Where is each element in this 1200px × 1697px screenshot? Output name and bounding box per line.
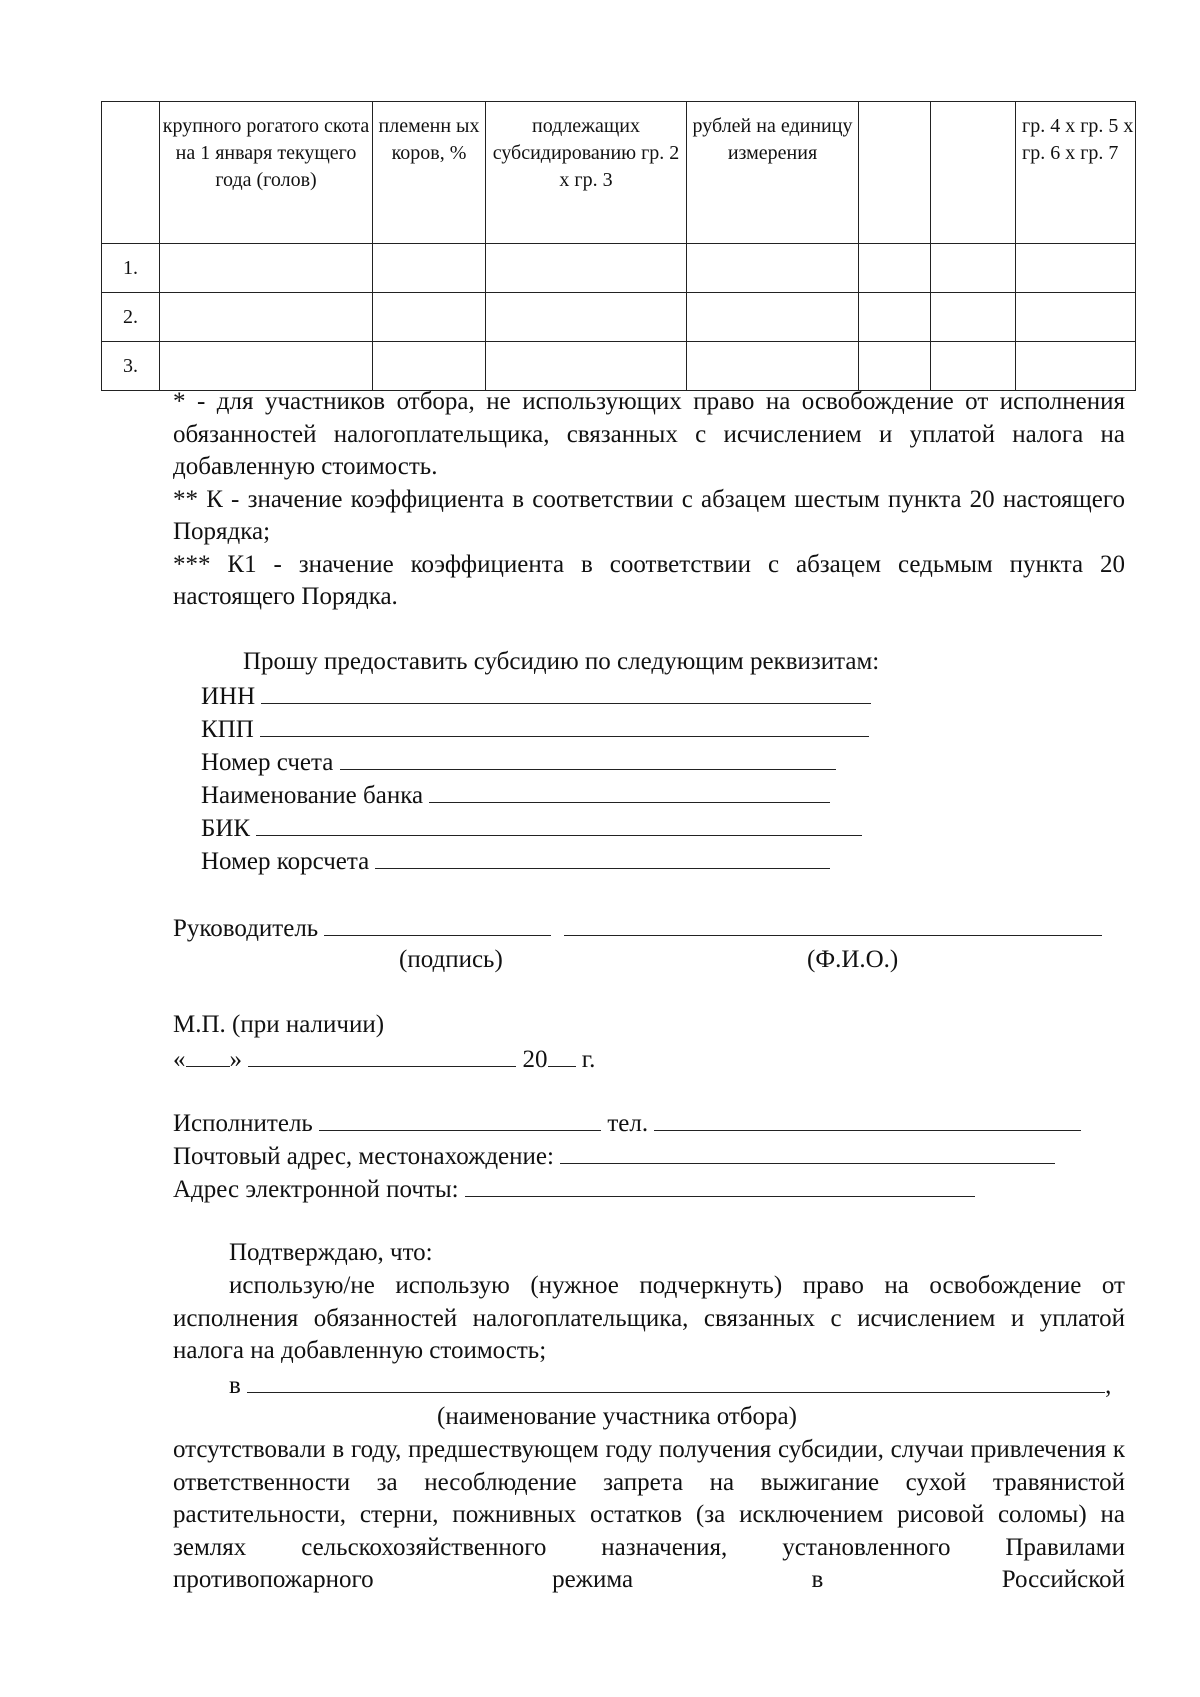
field-inn xyxy=(201,679,871,714)
head-label: Руководитель xyxy=(173,915,319,942)
field-label: КПП xyxy=(201,716,254,743)
header-cell xyxy=(859,102,931,244)
table-cell xyxy=(373,244,486,293)
email-line xyxy=(173,1172,975,1207)
header-cell xyxy=(931,102,1016,244)
table-cell xyxy=(931,342,1016,391)
head-signature-line xyxy=(173,911,1102,946)
subsidy-table xyxy=(101,101,1136,391)
month-input-line[interactable] xyxy=(248,1042,516,1067)
footnote-k1: *** К1 - значение коэффициента в соответствии с абзацем седьмым пункта 20 настоящего Порядка. xyxy=(173,550,1125,610)
table-cell xyxy=(859,244,931,293)
phone-input-line[interactable] xyxy=(654,1106,1081,1131)
table-cell xyxy=(160,342,373,391)
executor-label: Исполнитель xyxy=(173,1110,313,1137)
header-cell: подлежащих субсидированию гр. 2 х гр. 3 xyxy=(486,102,687,244)
year-prefix: 20 xyxy=(522,1046,548,1073)
stamp-label: М.П. (при наличии) xyxy=(173,1011,385,1038)
footnotes xyxy=(173,386,1125,614)
bik-input-line[interactable] xyxy=(256,811,862,836)
date-quote-close: » xyxy=(229,1046,242,1073)
year-suffix: г. xyxy=(581,1046,596,1073)
table-cell xyxy=(859,342,931,391)
field-bik xyxy=(201,811,862,846)
table-cell xyxy=(373,293,486,342)
executor-input-line[interactable] xyxy=(319,1106,601,1131)
header-cell xyxy=(102,102,160,244)
table-cell xyxy=(160,244,373,293)
account-input-line[interactable] xyxy=(340,745,836,770)
footnote-vat: * - для участников отбора, не использующих право на освобождение от исполнения обязанностей налогоплательщика, связанных с исчислением и уплатой налога на добавленную стоимость. xyxy=(173,388,1125,480)
field-label: Номер корсчета xyxy=(201,848,370,875)
email-label: Адрес электронной почты: xyxy=(173,1176,459,1203)
address-input-line[interactable] xyxy=(560,1139,1055,1164)
table-cell xyxy=(160,293,373,342)
inn-input-line[interactable] xyxy=(261,679,871,704)
table-cell xyxy=(931,244,1016,293)
table-cell xyxy=(486,342,687,391)
kpp-input-line[interactable] xyxy=(260,712,869,737)
participant-line xyxy=(229,1368,1111,1403)
executor-line xyxy=(173,1106,1081,1141)
day-input-line[interactable] xyxy=(186,1042,230,1067)
field-account xyxy=(201,745,836,780)
address-label: Почтовый адрес, местонахождение: xyxy=(173,1143,554,1170)
signature-input-line[interactable] xyxy=(324,911,551,936)
table-cell xyxy=(859,293,931,342)
corr-account-input-line[interactable] xyxy=(375,844,830,869)
field-kpp xyxy=(201,712,869,747)
phone-label: тел. xyxy=(607,1110,649,1137)
field-label: Наименование банка xyxy=(201,782,424,809)
participant-input-line[interactable] xyxy=(247,1368,1105,1393)
field-label: БИК xyxy=(201,815,251,842)
header-cell: племенн ых коров, % xyxy=(373,102,486,244)
field-label: Номер счета xyxy=(201,749,334,776)
confirm-fire-paragraph: отсутствовали в году, предшествующем году получения субсидии, случаи привлечения к ответственности за несоблюдение запрета на выжигание сухой травянистой растительности, стерни, пожнивных остатков (за исключением рисовой соломы) на землях сельскохозяйственного назначения, установленного Правилами противопожарного режима в Российской xyxy=(173,1436,1125,1593)
participant-caption: (наименование участника отбора) xyxy=(437,1403,797,1430)
year-input-line[interactable] xyxy=(548,1042,576,1067)
table-cell xyxy=(1016,342,1136,391)
bank-input-line[interactable] xyxy=(429,778,830,803)
table-cell xyxy=(1016,293,1136,342)
table-cell xyxy=(486,244,687,293)
request-intro: Прошу предоставить субсидию по следующим реквизитам: xyxy=(243,648,880,675)
row-number: 3. xyxy=(102,342,160,391)
table-cell xyxy=(373,342,486,391)
table-row xyxy=(102,342,1136,391)
table-cell xyxy=(687,293,859,342)
row-number: 1. xyxy=(102,244,160,293)
table-cell xyxy=(1016,244,1136,293)
table-row xyxy=(102,293,1136,342)
email-input-line[interactable] xyxy=(465,1172,975,1197)
table-cell xyxy=(687,244,859,293)
confirm-intro: Подтверждаю, что: xyxy=(229,1239,433,1266)
signature-caption: (подпись) xyxy=(399,946,503,973)
in-prefix: в xyxy=(229,1372,241,1399)
field-corr-account xyxy=(201,844,830,879)
table-cell xyxy=(486,293,687,342)
header-cell: гр. 4 х гр. 5 х гр. 6 х гр. 7 xyxy=(1016,102,1136,244)
footnote-k: ** К - значение коэффициента в соответствии с абзацем шестым пункта 20 настоящего Порядка; xyxy=(173,485,1125,545)
confirm-vat-paragraph: использую/не использую (нужное подчеркнуть) право на освобождение от исполнения обязанностей налогоплательщика, связанных с исчислением и уплатой налога на добавленную стоимость; xyxy=(173,1272,1125,1364)
row-number: 2. xyxy=(102,293,160,342)
date-quote-open: « xyxy=(173,1046,186,1073)
table-cell xyxy=(687,342,859,391)
field-label: ИНН xyxy=(201,683,256,710)
table-row xyxy=(102,244,1136,293)
field-bank xyxy=(201,778,830,813)
header-cell: крупного рогатого скота на 1 января текущего года (голов) xyxy=(160,102,373,244)
in-suffix: , xyxy=(1105,1372,1112,1399)
address-line xyxy=(173,1139,1055,1174)
full-name-input-line[interactable] xyxy=(564,911,1102,936)
header-cell: рублей на единицу измерения xyxy=(687,102,859,244)
table-header-row xyxy=(102,102,1136,244)
date-line xyxy=(173,1042,595,1077)
full-name-caption: (Ф.И.О.) xyxy=(807,946,899,973)
table-cell xyxy=(931,293,1016,342)
